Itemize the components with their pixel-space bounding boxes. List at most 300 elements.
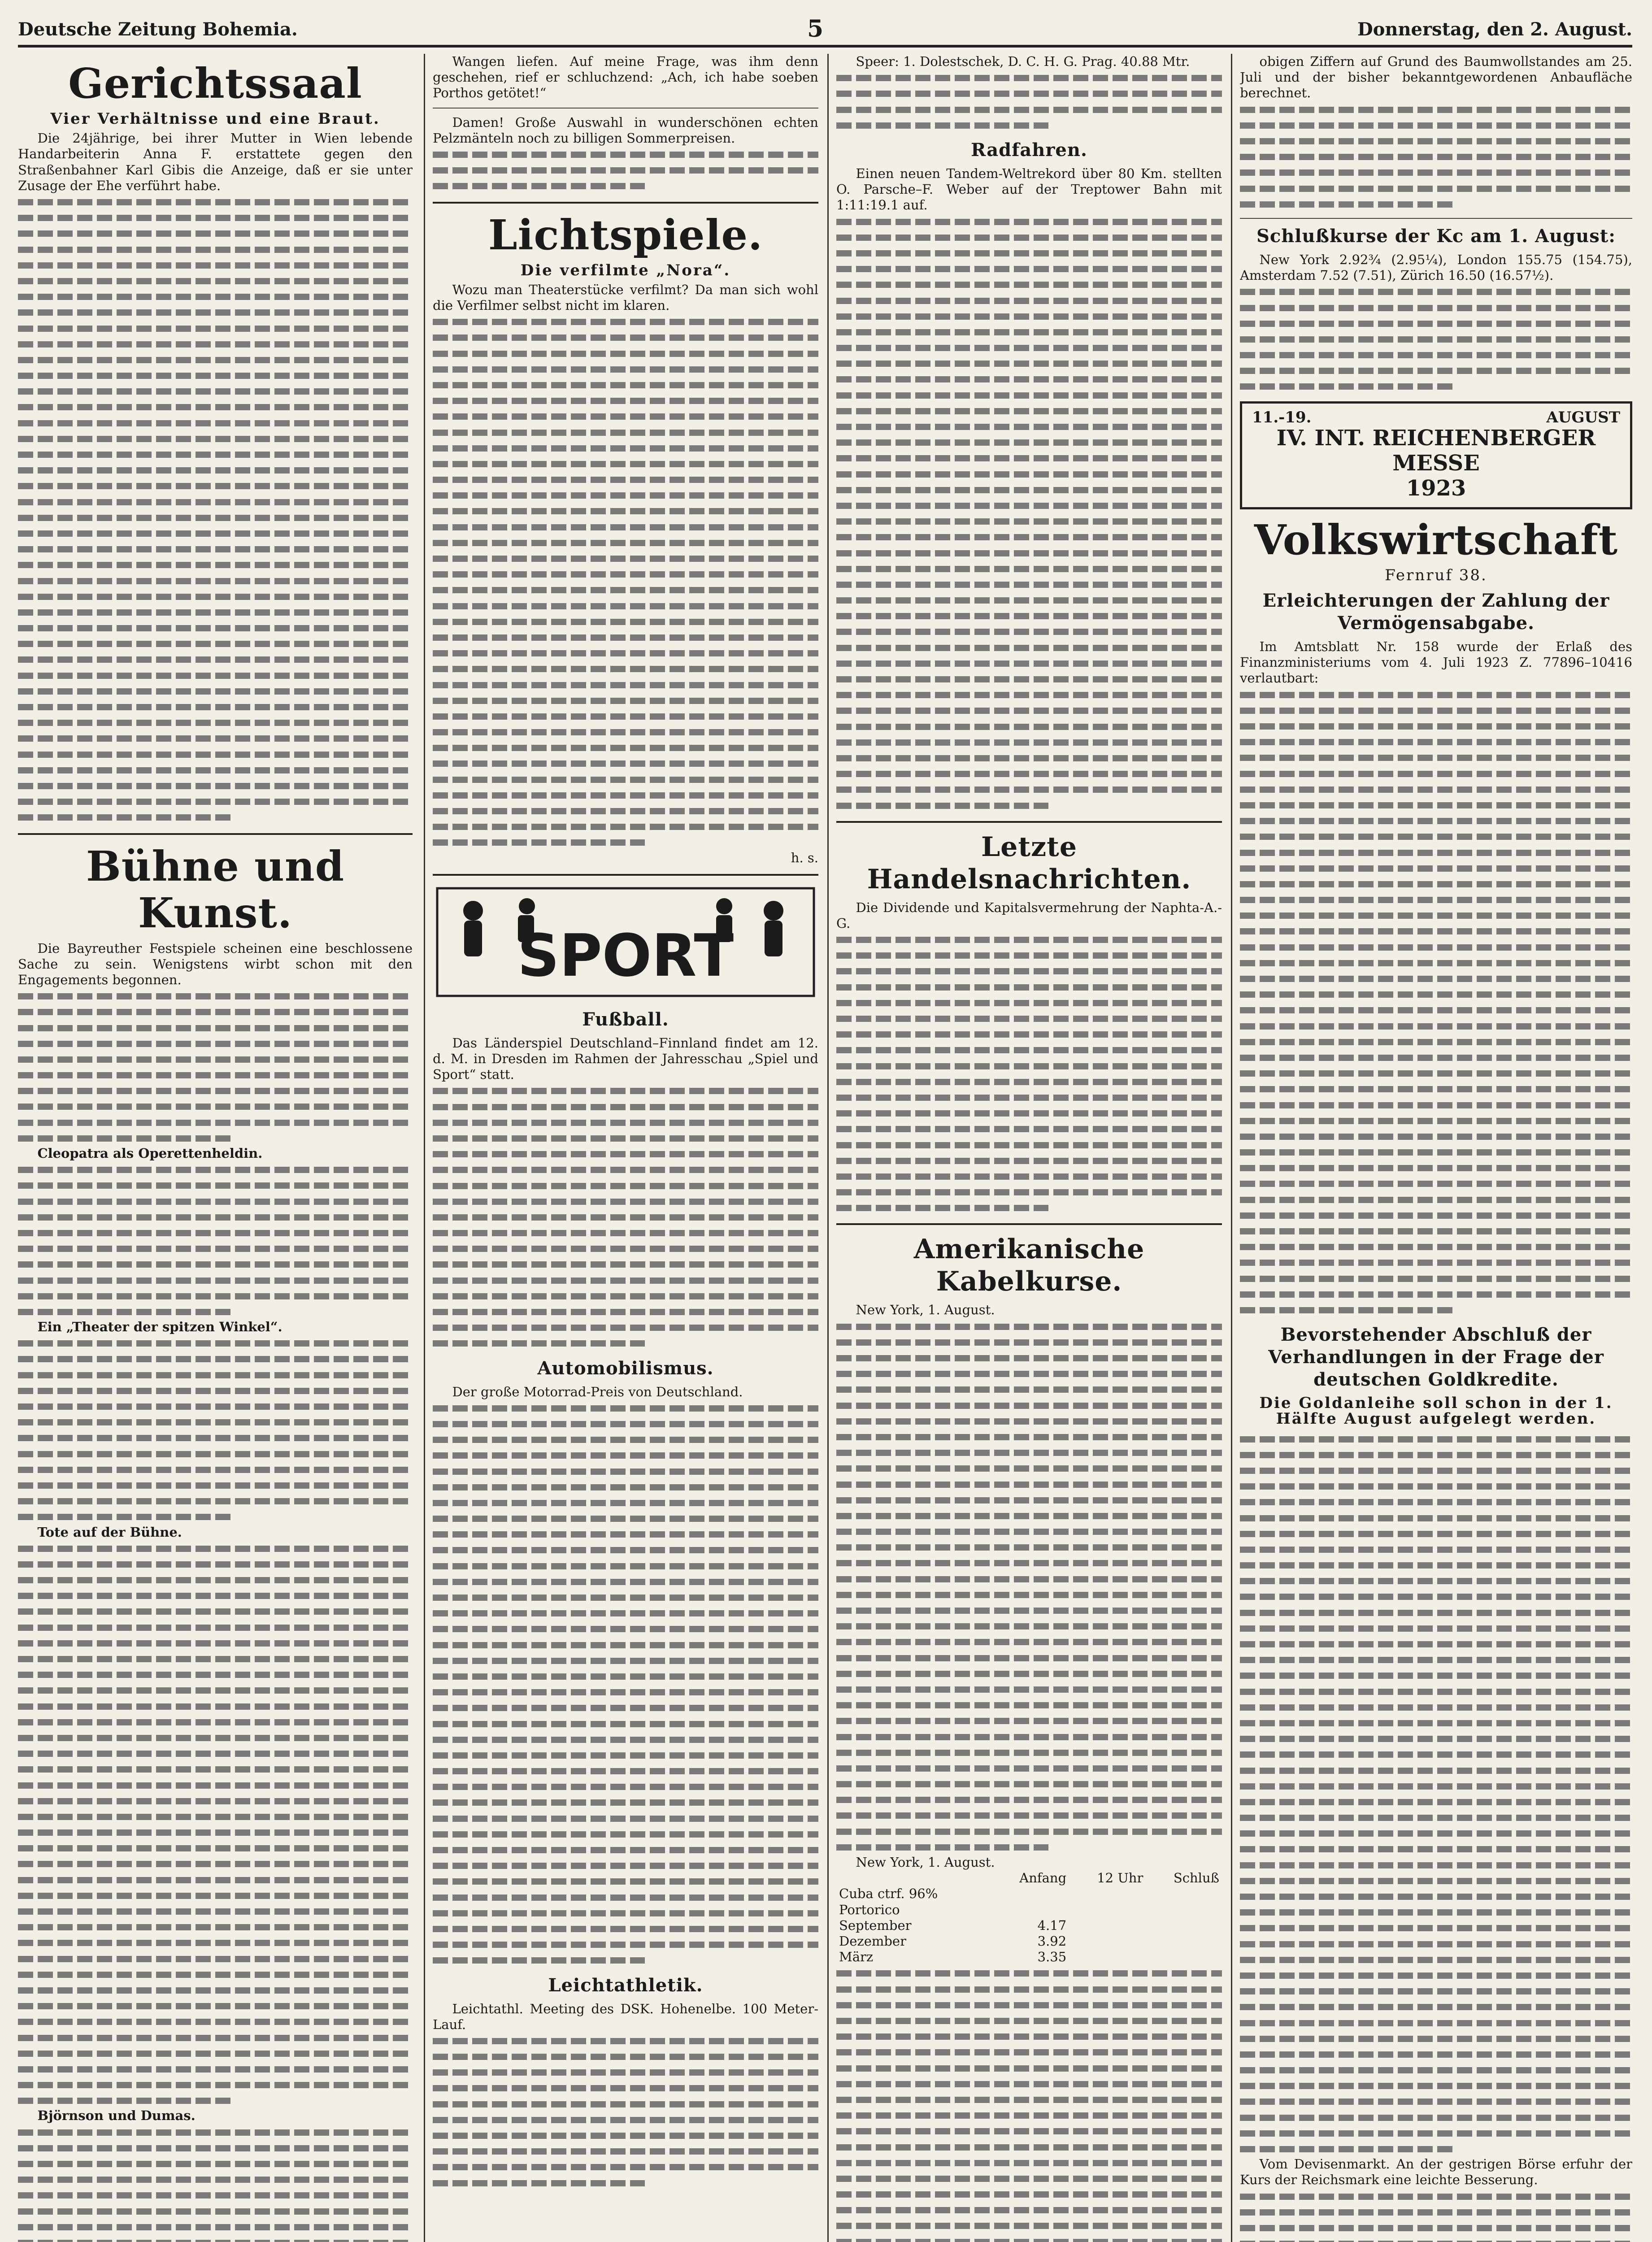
- text-line: [18, 462, 413, 478]
- text-line: [18, 1240, 413, 1256]
- article-text: [18, 1335, 413, 1524]
- article-text: [1240, 101, 1632, 212]
- text-line: [18, 1793, 413, 1808]
- text-line: [1240, 1097, 1632, 1112]
- text-line: [18, 1288, 413, 1303]
- text-line: [433, 487, 818, 503]
- text-line: [836, 2217, 1222, 2233]
- text-line: [18, 1919, 413, 1934]
- continued-text: obigen Ziffern auf Grund des Baumwollstandes am 25. Juli und der bisher bekanntgewordenen Anbaufläche berechnet.: [1240, 54, 1632, 101]
- text-line: [836, 117, 1048, 133]
- text-line: [836, 1807, 1222, 1823]
- text-line: [836, 947, 1222, 963]
- text-line: [836, 1839, 1048, 1855]
- messe-year: 1923: [1406, 475, 1466, 501]
- text-line: [433, 2033, 818, 2048]
- messe-advertisement: [1240, 401, 1632, 509]
- text-line: [1240, 1778, 1632, 1794]
- text-line: [18, 336, 413, 352]
- text-line: [433, 178, 645, 193]
- text-line: [1240, 1238, 1632, 1254]
- text-line: [836, 229, 1222, 245]
- text-line: [18, 1572, 413, 1587]
- text-line: [1240, 2093, 1632, 2109]
- text-line: [1240, 2030, 1632, 2046]
- article-body: [433, 1384, 818, 1968]
- article-lead: Wozu man Theaterstücke verfilmt? Da man sich wohl die Verfilmer selbst nicht im klaren.: [433, 282, 818, 313]
- text-line: [836, 1168, 1222, 1184]
- text-line: [836, 70, 1222, 85]
- table-cell: [1146, 1902, 1222, 1918]
- section-title-gerichtssaal: Gerichtssaal: [68, 59, 362, 108]
- article-lead: Leichtathl. Meeting des DSK. Hohenelbe. 100 Meter-Lauf.: [433, 2001, 818, 2032]
- table-cell: [991, 1902, 1069, 1918]
- subsection-title-fussball: Fußball.: [582, 1008, 669, 1030]
- text-line: [1240, 1462, 1632, 1478]
- text-line: [836, 418, 1222, 434]
- text-line: [18, 667, 413, 683]
- text-line: [433, 146, 818, 162]
- text-line: [18, 367, 413, 383]
- text-line: [433, 1114, 818, 1130]
- column-rule: [424, 54, 425, 2242]
- text-line: [18, 1429, 413, 1445]
- article-text: [18, 1161, 413, 1319]
- text-line: [433, 1699, 818, 1715]
- text-line: [433, 1731, 818, 1747]
- text-line: [1240, 781, 1632, 797]
- text-line: [836, 1476, 1222, 1492]
- text-line: [1240, 1034, 1632, 1049]
- text-line: [836, 1444, 1222, 1460]
- devisen-lead: Vom Devisenmarkt. An der gestrigen Börse erfuhr der Kurs der Reichsmark eine leichte Besserung.: [1240, 2156, 1632, 2188]
- text-line: [836, 1089, 1222, 1105]
- table-cell: [1146, 1918, 1222, 1934]
- text-line: [836, 213, 1222, 229]
- text-line: [18, 273, 413, 288]
- text-line: [18, 2029, 413, 2045]
- text-line: [18, 588, 413, 604]
- text-line: [1240, 1254, 1632, 1270]
- text-line: [836, 101, 1222, 117]
- text-line: [433, 566, 818, 582]
- text-line: [836, 1105, 1222, 1121]
- text-line: [836, 1460, 1222, 1476]
- text-line: [1240, 1620, 1632, 1636]
- masthead-title: Deutsche Zeitung Bohemia.: [18, 19, 298, 40]
- text-line: [836, 1350, 1222, 1365]
- text-line: [1240, 2077, 1632, 2093]
- article-body: [1240, 1431, 1632, 2242]
- text-line: [18, 988, 413, 1004]
- text-line: [433, 1130, 818, 1146]
- text-line: [1240, 986, 1632, 1002]
- text-line: [18, 1161, 413, 1177]
- column-header: Anfang: [1019, 1870, 1067, 1886]
- advertisement: [433, 115, 818, 194]
- schlusskurse-text: New York 2.92¾ (2.95¼), London 155.75 (154.75), Amsterdam 7.52 (7.51), Zürich 16.50 (16.57½).: [1240, 252, 1632, 283]
- text-line: [836, 2186, 1222, 2202]
- article-lead: Die Bayreuther Festspiele scheinen eine beschlossene Sache zu sein. Wenigstens wirbt schon mit den Engagements begonnen.: [18, 940, 413, 987]
- text-line: [1240, 1541, 1632, 1557]
- text-line: [18, 793, 413, 809]
- text-line: [836, 979, 1222, 995]
- text-line: [433, 1826, 818, 1842]
- text-line: [18, 1934, 413, 1950]
- table-cell: [1069, 1902, 1146, 1918]
- text-line: [1240, 2188, 1632, 2204]
- text-line: [1240, 955, 1632, 970]
- text-line: [1240, 1557, 1632, 1573]
- table-cell: September: [839, 1917, 912, 1933]
- text-line: [836, 2170, 1222, 2186]
- article-headline: Erleichterungen der Zahlung der Vermögensabgabe.: [1262, 590, 1610, 634]
- text-line: [18, 1272, 413, 1288]
- messe-month: AUGUST: [1546, 408, 1620, 426]
- text-line: [1240, 1018, 1632, 1034]
- text-line: [433, 629, 818, 645]
- text-line: [836, 1760, 1222, 1776]
- text-line: [18, 1808, 413, 1824]
- article-body: [836, 54, 1222, 133]
- table-cell: Cuba ctrf. 96%: [839, 1886, 938, 1902]
- text-line: [433, 803, 818, 818]
- text-line: [18, 194, 413, 209]
- text-line: [433, 1319, 818, 1335]
- text-line: [836, 718, 1222, 734]
- table-cell: 3.35: [1037, 1949, 1067, 1965]
- section-title-volkswirtschaft: Volkswirtschaft: [1254, 515, 1618, 564]
- text-line: [1240, 1525, 1632, 1541]
- text-line: [18, 1951, 413, 1966]
- article-text: [433, 1082, 818, 1351]
- text-line: [433, 2175, 645, 2190]
- article-text: [433, 2033, 818, 2190]
- text-line: [836, 2076, 1222, 2091]
- text-line: [836, 308, 1222, 324]
- text-line: [18, 415, 413, 430]
- text-line: [1240, 1510, 1632, 1525]
- text-line: [836, 1318, 1222, 1334]
- text-line: [836, 2012, 1222, 2028]
- text-line: [433, 361, 818, 377]
- newspaper-page: [18, 13, 1632, 2242]
- text-line: [836, 1026, 1222, 1042]
- text-line: [836, 1121, 1222, 1136]
- text-line: [433, 582, 818, 597]
- text-line: [18, 730, 413, 746]
- article-text: [836, 213, 1222, 813]
- text-line: [836, 2233, 1222, 2242]
- text-line: [1240, 907, 1632, 923]
- article-lead: Der große Motorrad-Preis von Deutschland.: [452, 1384, 743, 1399]
- text-line: [18, 778, 413, 793]
- text-line: [18, 399, 413, 414]
- text-line: [836, 765, 1222, 781]
- text-line: [433, 1431, 818, 1447]
- text-line: [1240, 347, 1632, 362]
- article-text: [18, 988, 413, 1146]
- sport-logo: [433, 884, 818, 1000]
- text-line: [18, 1603, 413, 1619]
- section-divider: [836, 821, 1222, 823]
- text-line: [433, 1099, 818, 1114]
- table-row: [836, 1934, 1222, 1949]
- text-line: [433, 392, 818, 408]
- text-line: [18, 1130, 235, 1146]
- text-line: [18, 1209, 413, 1225]
- text-line: [18, 2155, 413, 2171]
- text-line: [836, 1965, 1222, 1981]
- cotton-table-header: New York, 1. August.: [856, 1855, 995, 1870]
- text-line: [1240, 1699, 1632, 1715]
- text-line: [836, 1492, 1222, 1508]
- text-line: [433, 1272, 818, 1288]
- text-line: [836, 339, 1222, 355]
- text-line: [836, 1823, 1222, 1839]
- text-line: [18, 1177, 413, 1193]
- column-rule: [827, 54, 829, 2242]
- text-line: [433, 377, 818, 392]
- article-text: [1240, 687, 1632, 1318]
- text-line: [1240, 1002, 1632, 1017]
- table-cell: 4.17: [1037, 1917, 1067, 1933]
- text-line: [1240, 1762, 1632, 1778]
- text-line: [836, 797, 1048, 813]
- text-line: [1240, 1809, 1632, 1825]
- text-line: [836, 1429, 1222, 1444]
- article-body: [836, 1302, 1222, 1870]
- text-line: [433, 408, 818, 424]
- text-line: [836, 781, 1222, 797]
- divider: [1240, 218, 1632, 219]
- text-line: [1240, 1951, 1632, 1967]
- text-line: [1240, 1841, 1632, 1856]
- text-line: [836, 1729, 1222, 1744]
- text-line: [433, 1225, 818, 1240]
- subsection-title-auto: Automobilismus.: [537, 1357, 714, 1379]
- text-line: [433, 771, 818, 787]
- text-line: [433, 645, 818, 660]
- text-line: [836, 1571, 1222, 1586]
- article-body: [1240, 639, 1632, 1317]
- section-divider: [433, 202, 818, 204]
- text-line: [18, 1872, 413, 1887]
- text-line: [433, 2096, 818, 2112]
- text-line: [836, 687, 1222, 702]
- text-line: [18, 604, 413, 620]
- text-line: [836, 1365, 1222, 1381]
- text-line: [18, 1082, 413, 1098]
- text-line: [1240, 891, 1632, 907]
- text-line: [836, 931, 1222, 947]
- running-header: [18, 13, 1632, 48]
- text-line: [433, 708, 818, 724]
- table-cell: [1069, 1934, 1146, 1949]
- text-line: [1240, 283, 1632, 299]
- text-line: [433, 1400, 818, 1416]
- text-line: [433, 598, 818, 613]
- text-line: [1240, 1636, 1632, 1651]
- text-line: [18, 2092, 235, 2108]
- text-line: [433, 1209, 818, 1225]
- text-line: [836, 1744, 1222, 1760]
- article-text: [1240, 283, 1632, 394]
- text-line: [836, 1681, 1222, 1697]
- text-line: [1240, 765, 1632, 781]
- text-line: [1240, 331, 1632, 347]
- text-line: [433, 755, 818, 771]
- text-line: [433, 1177, 818, 1193]
- text-line: [18, 352, 413, 367]
- text-line: [18, 809, 235, 825]
- text-line: [433, 660, 818, 676]
- text-line: [433, 1842, 818, 1857]
- sugar-price-table: [836, 1870, 1222, 1965]
- text-line: [18, 478, 413, 493]
- item-heading: Tote auf der Bühne.: [37, 1524, 182, 1540]
- text-line: [18, 1335, 413, 1351]
- text-line: [836, 261, 1222, 276]
- text-line: [433, 2143, 818, 2159]
- text-line: [18, 225, 413, 241]
- text-line: [836, 466, 1222, 482]
- text-line: [836, 1665, 1222, 1681]
- text-line: [836, 276, 1222, 292]
- text-line: [836, 1555, 1222, 1570]
- table-row: [836, 1886, 1222, 1902]
- text-line: [1240, 2125, 1632, 2141]
- section-title-lichtspiele: Lichtspiele.: [488, 210, 763, 259]
- text-line: [1240, 1573, 1632, 1588]
- text-line: [836, 560, 1222, 576]
- text-line: [18, 1446, 413, 1461]
- text-line: [18, 2140, 413, 2155]
- text-line: [836, 2028, 1222, 2044]
- text-line: [1240, 1160, 1632, 1175]
- text-line: [18, 1382, 413, 1398]
- text-line: [836, 497, 1222, 513]
- table-cell: [1146, 1949, 1222, 1965]
- text-line: [433, 1857, 818, 1873]
- text-line: [18, 573, 413, 588]
- table-row: [836, 1949, 1222, 1965]
- text-line: [18, 1508, 235, 1524]
- text-line: [836, 245, 1222, 261]
- text-line: [18, 1493, 413, 1508]
- text-line: [18, 2077, 413, 2092]
- text-line: [433, 1526, 818, 1542]
- text-line: [18, 1887, 413, 1903]
- text-line: [433, 1161, 818, 1177]
- text-line: [1240, 1478, 1632, 1494]
- text-line: [1240, 164, 1632, 180]
- text-line: [18, 1303, 235, 1319]
- text-line: [1240, 180, 1632, 196]
- text-line: [1240, 148, 1632, 164]
- text-line: [18, 1903, 413, 1919]
- text-line: [433, 1416, 818, 1431]
- text-line: [1240, 1936, 1632, 1951]
- text-line: [433, 1193, 818, 1209]
- text-line: [18, 1619, 413, 1635]
- text-line: [1240, 1270, 1632, 1286]
- text-line: [18, 1998, 413, 2013]
- table-row: [836, 1902, 1222, 1918]
- text-line: [1240, 1667, 1632, 1683]
- text-line: [1240, 1794, 1632, 1809]
- text-line: [836, 387, 1222, 403]
- table-cell: [991, 1886, 1069, 1902]
- text-line: [433, 1589, 818, 1605]
- text-line: [836, 2107, 1222, 2123]
- article-text: [836, 1965, 1222, 2242]
- divider: [433, 108, 818, 109]
- text-line: [18, 714, 413, 730]
- text-line: [836, 592, 1222, 608]
- column-4: [1240, 54, 1632, 2242]
- text-line: [836, 623, 1222, 639]
- text-line: [433, 1447, 818, 1463]
- text-line: [18, 1367, 413, 1382]
- text-line: [433, 1905, 818, 1920]
- text-line: [1240, 1431, 1632, 1447]
- text-line: [18, 1777, 413, 1793]
- text-line: [1240, 1888, 1632, 1904]
- column-2: [433, 54, 818, 2242]
- table-cell: [1069, 1918, 1146, 1934]
- text-line: [18, 209, 413, 225]
- text-line: [433, 1684, 818, 1699]
- text-line: [836, 1539, 1222, 1555]
- column-1: [18, 54, 413, 2242]
- ad-text-lines: [433, 146, 818, 194]
- text-line: [836, 1137, 1222, 1152]
- text-line: [433, 1952, 645, 1968]
- text-line: [836, 1199, 1048, 1215]
- table-cell: Portorico: [839, 1902, 900, 1917]
- text-line: [18, 320, 413, 336]
- text-line: [1240, 300, 1632, 315]
- text-line: [836, 529, 1222, 544]
- text-line: [18, 383, 413, 399]
- text-line: [1240, 749, 1632, 765]
- text-line: [18, 1540, 413, 1556]
- text-line: [1240, 1065, 1632, 1081]
- text-line: [836, 995, 1222, 1010]
- text-line: [836, 1042, 1222, 1057]
- text-line: [18, 494, 413, 509]
- text-line: [18, 651, 413, 667]
- text-line: [1240, 718, 1632, 734]
- article-body: [836, 900, 1222, 1216]
- text-line: [836, 1697, 1222, 1712]
- text-line: [836, 639, 1222, 655]
- text-line: [18, 1477, 413, 1493]
- text-line: [433, 1573, 818, 1589]
- text-line: [18, 1256, 413, 1272]
- article-lead: Im Amtsblatt Nr. 158 wurde der Erlaß des Finanzministeriums vom 4. Juli 1923 Z. 77896–10416 verlautbart:: [1240, 639, 1632, 686]
- article-body: [433, 2001, 818, 2190]
- text-line: [1240, 828, 1632, 844]
- text-line: [18, 1098, 413, 1114]
- text-line: [836, 2060, 1222, 2076]
- text-line: [836, 1381, 1222, 1397]
- text-line: [433, 534, 818, 550]
- text-line: [433, 1794, 818, 1810]
- text-line: [18, 1193, 413, 1209]
- text-line: [18, 1414, 413, 1429]
